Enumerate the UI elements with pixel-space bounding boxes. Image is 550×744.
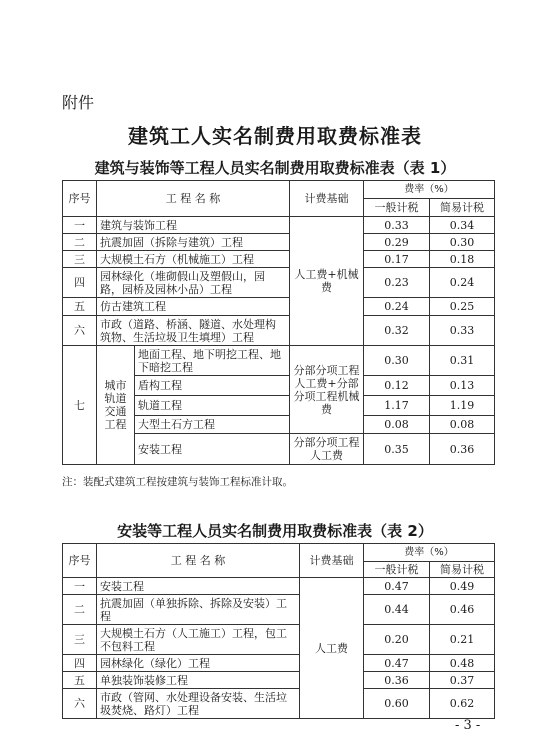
table1-title: 建筑与装饰等工程人员实名制费用取费标准表（表 1） (94, 159, 456, 177)
table-row (63, 316, 495, 346)
row-simple: 0.36 (430, 434, 495, 465)
row-seq: 二 (63, 595, 97, 625)
row-general: 0.29 (364, 234, 430, 251)
row-name: 单独装饰装修工程 (97, 672, 300, 689)
table-row (63, 298, 495, 316)
row-general: 0.23 (364, 268, 430, 298)
page-title: 建筑工人实名制费用取费标准表 (128, 124, 422, 148)
row-general: 0.08 (364, 416, 430, 434)
row-seq: 二 (63, 234, 97, 251)
row-general: 0.32 (364, 316, 430, 346)
table1 (62, 180, 495, 465)
row-name: 安装工程 (97, 578, 300, 595)
table1-note: 注：装配式建筑工程按建筑与装饰工程标准计取。 (62, 476, 293, 488)
row-general: 0.47 (364, 655, 430, 672)
row-general: 0.60 (364, 689, 430, 719)
header-basis: 计费基础 (300, 544, 364, 578)
row-seq: 四 (63, 268, 97, 298)
table-row (63, 672, 495, 689)
header-seq: 序号 (63, 181, 97, 217)
row-name: 抗震加固（单独拆除、拆除及安装）工程 (97, 595, 300, 625)
row-name: 园林绿化（绿化）工程 (97, 655, 300, 672)
row-name: 抗震加固（拆除与建筑）工程 (97, 234, 290, 251)
row-basis: 人工费+机械费 (290, 217, 364, 346)
row-simple: 0.25 (430, 298, 495, 316)
row-seq: 四 (63, 655, 97, 672)
row-simple: 0.33 (430, 316, 495, 346)
row-simple: 0.49 (430, 578, 495, 595)
row-simple: 0.62 (430, 689, 495, 719)
row-seq: 五 (63, 298, 97, 316)
header-general: 一般计税 (364, 562, 430, 578)
header-simple: 简易计税 (430, 199, 495, 217)
row-general: 1.17 (364, 396, 430, 416)
row-name: 市政（管网、水处理设备安装、生活垃圾焚烧、路灯）工程 (97, 689, 300, 719)
page-number: - 3 - (455, 718, 481, 733)
row-name: 轨道工程 (135, 396, 290, 416)
row-general: 0.33 (364, 217, 430, 234)
table-row (63, 217, 495, 234)
row-name: 园林绿化（堆砌假山及塑假山，园路，园桥及园林小品）工程 (97, 268, 290, 298)
row-seq: 三 (63, 625, 97, 655)
row-seq: 五 (63, 672, 97, 689)
row-general: 0.36 (364, 672, 430, 689)
row-name: 大规模土石方（人工施工）工程，包工不包料工程 (97, 625, 300, 655)
row-simple: 0.48 (430, 655, 495, 672)
table-row (63, 689, 495, 719)
row-simple: 0.46 (430, 595, 495, 625)
header-simple: 简易计税 (430, 562, 495, 578)
table-row (63, 251, 495, 268)
table-row (63, 655, 495, 672)
row-simple: 0.34 (430, 217, 495, 234)
row-seq: 六 (63, 316, 97, 346)
row-seq: 七 (63, 346, 97, 465)
row-simple: 0.37 (430, 672, 495, 689)
row-name: 建筑与装饰工程 (97, 217, 290, 234)
row-basis: 分部分项工程人工费+分部分项工程机械费 (290, 346, 364, 434)
header-general: 一般计税 (364, 199, 430, 217)
row-simple: 0.24 (430, 268, 495, 298)
row-name: 市政（道路、桥涵、隧道、水处理构筑物、生活垃圾卫生填埋）工程 (97, 316, 290, 346)
table-row (63, 234, 495, 251)
row-name: 盾构工程 (135, 376, 290, 396)
row-general: 0.30 (364, 346, 430, 376)
row-simple: 0.18 (430, 251, 495, 268)
header-basis: 计费基础 (290, 181, 364, 217)
table2 (62, 543, 495, 719)
row-seq: 一 (63, 217, 97, 234)
row-name: 安装工程 (135, 434, 290, 465)
row-simple: 0.08 (430, 416, 495, 434)
table-row (63, 268, 495, 298)
row-name: 大型土石方工程 (135, 416, 290, 434)
table-row (63, 578, 495, 595)
header-seq: 序号 (63, 544, 97, 578)
row-general: 0.24 (364, 298, 430, 316)
table-row (63, 595, 495, 625)
table2-title: 安装等工程人员实名制费用取费标准表（表 2） (117, 522, 433, 540)
row-name: 地面工程、地下明挖工程、地下暗挖工程 (135, 346, 290, 376)
row-general: 0.44 (364, 595, 430, 625)
row-seq: 三 (63, 251, 97, 268)
row-seq: 一 (63, 578, 97, 595)
row-simple: 0.31 (430, 346, 495, 376)
header-name: 工 程 名 称 (97, 181, 290, 217)
attachment-label: 附件 (62, 93, 95, 112)
row-general: 0.47 (364, 578, 430, 595)
row-simple: 1.19 (430, 396, 495, 416)
table-row (63, 346, 495, 376)
row-general: 0.17 (364, 251, 430, 268)
category-cell: 城市轨道交通工程 (97, 346, 135, 465)
row-name: 仿古建筑工程 (97, 298, 290, 316)
row-general: 0.35 (364, 434, 430, 465)
header-rate: 费率（%） (364, 544, 495, 562)
row-simple: 0.30 (430, 234, 495, 251)
table-row (63, 625, 495, 655)
row-name: 大规模土石方（机械施工）工程 (97, 251, 290, 268)
header-rate: 费率（%） (364, 181, 495, 199)
row-seq: 六 (63, 689, 97, 719)
row-simple: 0.13 (430, 376, 495, 396)
row-basis: 人工费 (300, 578, 364, 719)
row-general: 0.12 (364, 376, 430, 396)
row-basis: 分部分项工程人工费 (290, 434, 364, 465)
row-simple: 0.21 (430, 625, 495, 655)
row-general: 0.20 (364, 625, 430, 655)
header-name: 工 程 名 称 (97, 544, 300, 578)
